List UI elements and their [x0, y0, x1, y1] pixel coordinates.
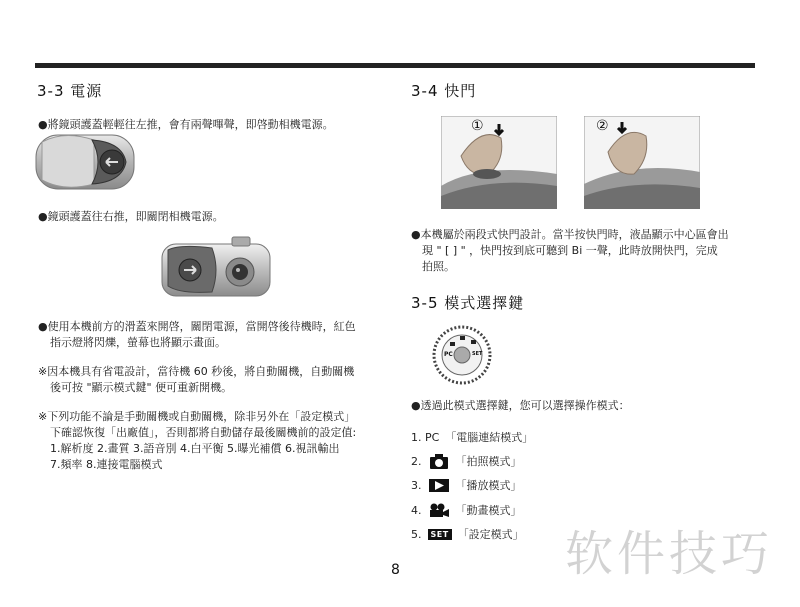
dial-set-label: SET [472, 351, 483, 357]
section-heading-mode-dial: 3-5 模式選擇鍵 [411, 294, 525, 312]
mode-label: 「設定模式」 [457, 528, 524, 541]
movie-camera-icon [428, 503, 450, 518]
mode-item-capture [411, 453, 522, 469]
settings-note-line3: 1.解析度 2.畫質 3.語音別 4.白平衡 5.曝光補償 6.視訊輸出 [50, 442, 340, 455]
mode-label: 「電腦連結模式」 [445, 431, 534, 444]
mode-dial-image [430, 325, 494, 385]
camera-cover-open-photo [34, 132, 138, 192]
settings-note-line2: 下確認恢復「出廠值」，否則都將自動儲存最後關機前的設定值: [50, 426, 357, 439]
settings-note-line4: 7.頻率 8.連接電腦模式 [50, 458, 163, 471]
mode-label: 「播放模式」 [455, 479, 522, 492]
shutter-half-press-photo [441, 116, 557, 209]
camera-cover-closed-photo [160, 236, 272, 300]
set-icon: SET [428, 529, 452, 540]
step-one-label: ① [471, 118, 484, 134]
camera-icon [428, 454, 450, 469]
shutter-text-line3: 拍照。 [422, 260, 455, 273]
play-icon [428, 478, 450, 493]
mode-number: 5. [411, 527, 422, 541]
section-heading-shutter: 3-4 快門 [411, 82, 477, 100]
slide-cover-text-line2: 指示燈將閃爍，螢幕也將顯示畫面。 [50, 336, 226, 349]
mode-number: 4. [411, 503, 422, 517]
section-heading-power: 3-3 電源 [37, 82, 103, 100]
mode-number: 1. PC [411, 430, 440, 444]
shutter-full-press-photo [584, 116, 700, 209]
mode-number: 3. [411, 478, 422, 492]
power-save-note-line1: ※因本機具有省電設計，當待機 60 秒後，將自動關機，自動關機 [38, 365, 355, 378]
mode-item-pc [411, 429, 533, 445]
settings-note-line1: ※下列功能不論是手動關機或自動關機，除非另外在「設定模式」 [38, 410, 356, 423]
mode-label: 「拍照模式」 [455, 455, 522, 468]
shutter-text-line2: 現 " [ ] " ，快門按到底可聽到 Bi 一聲，此時放開快門，完成 [422, 244, 718, 257]
dial-pc-label: PC [444, 351, 453, 358]
mode-item-setup [411, 526, 524, 542]
page-number: 8 [391, 562, 400, 578]
step-two-label: ② [596, 118, 609, 134]
power-off-text: ●鏡頭護蓋往右推，即關閉相機電源。 [38, 210, 224, 223]
power-save-note-line2: 後可按 "顯示模式鍵" 便可重新開機。 [50, 381, 233, 394]
mode-intro-text: ●透過此模式選擇鍵，您可以選擇操作模式： [411, 399, 630, 412]
mode-label: 「動畫模式」 [455, 504, 522, 517]
mode-item-movie [411, 502, 522, 518]
mode-item-playback [411, 477, 522, 493]
power-on-text: ●將鏡頭護蓋輕輕往左推，會有兩聲嗶聲，即啓動相機電源。 [38, 118, 334, 131]
watermark: 软件技巧 [565, 526, 774, 582]
slide-cover-text-line1: ●使用本機前方的滑蓋來開啓，關閉電源，當開啓後待機時，紅色 [38, 320, 356, 333]
mode-number: 2. [411, 454, 422, 468]
shutter-text-line1: ●本機屬於兩段式快門設計。當半按快門時，液晶顯示中心區會出 [411, 228, 729, 241]
top-rule [35, 63, 755, 68]
